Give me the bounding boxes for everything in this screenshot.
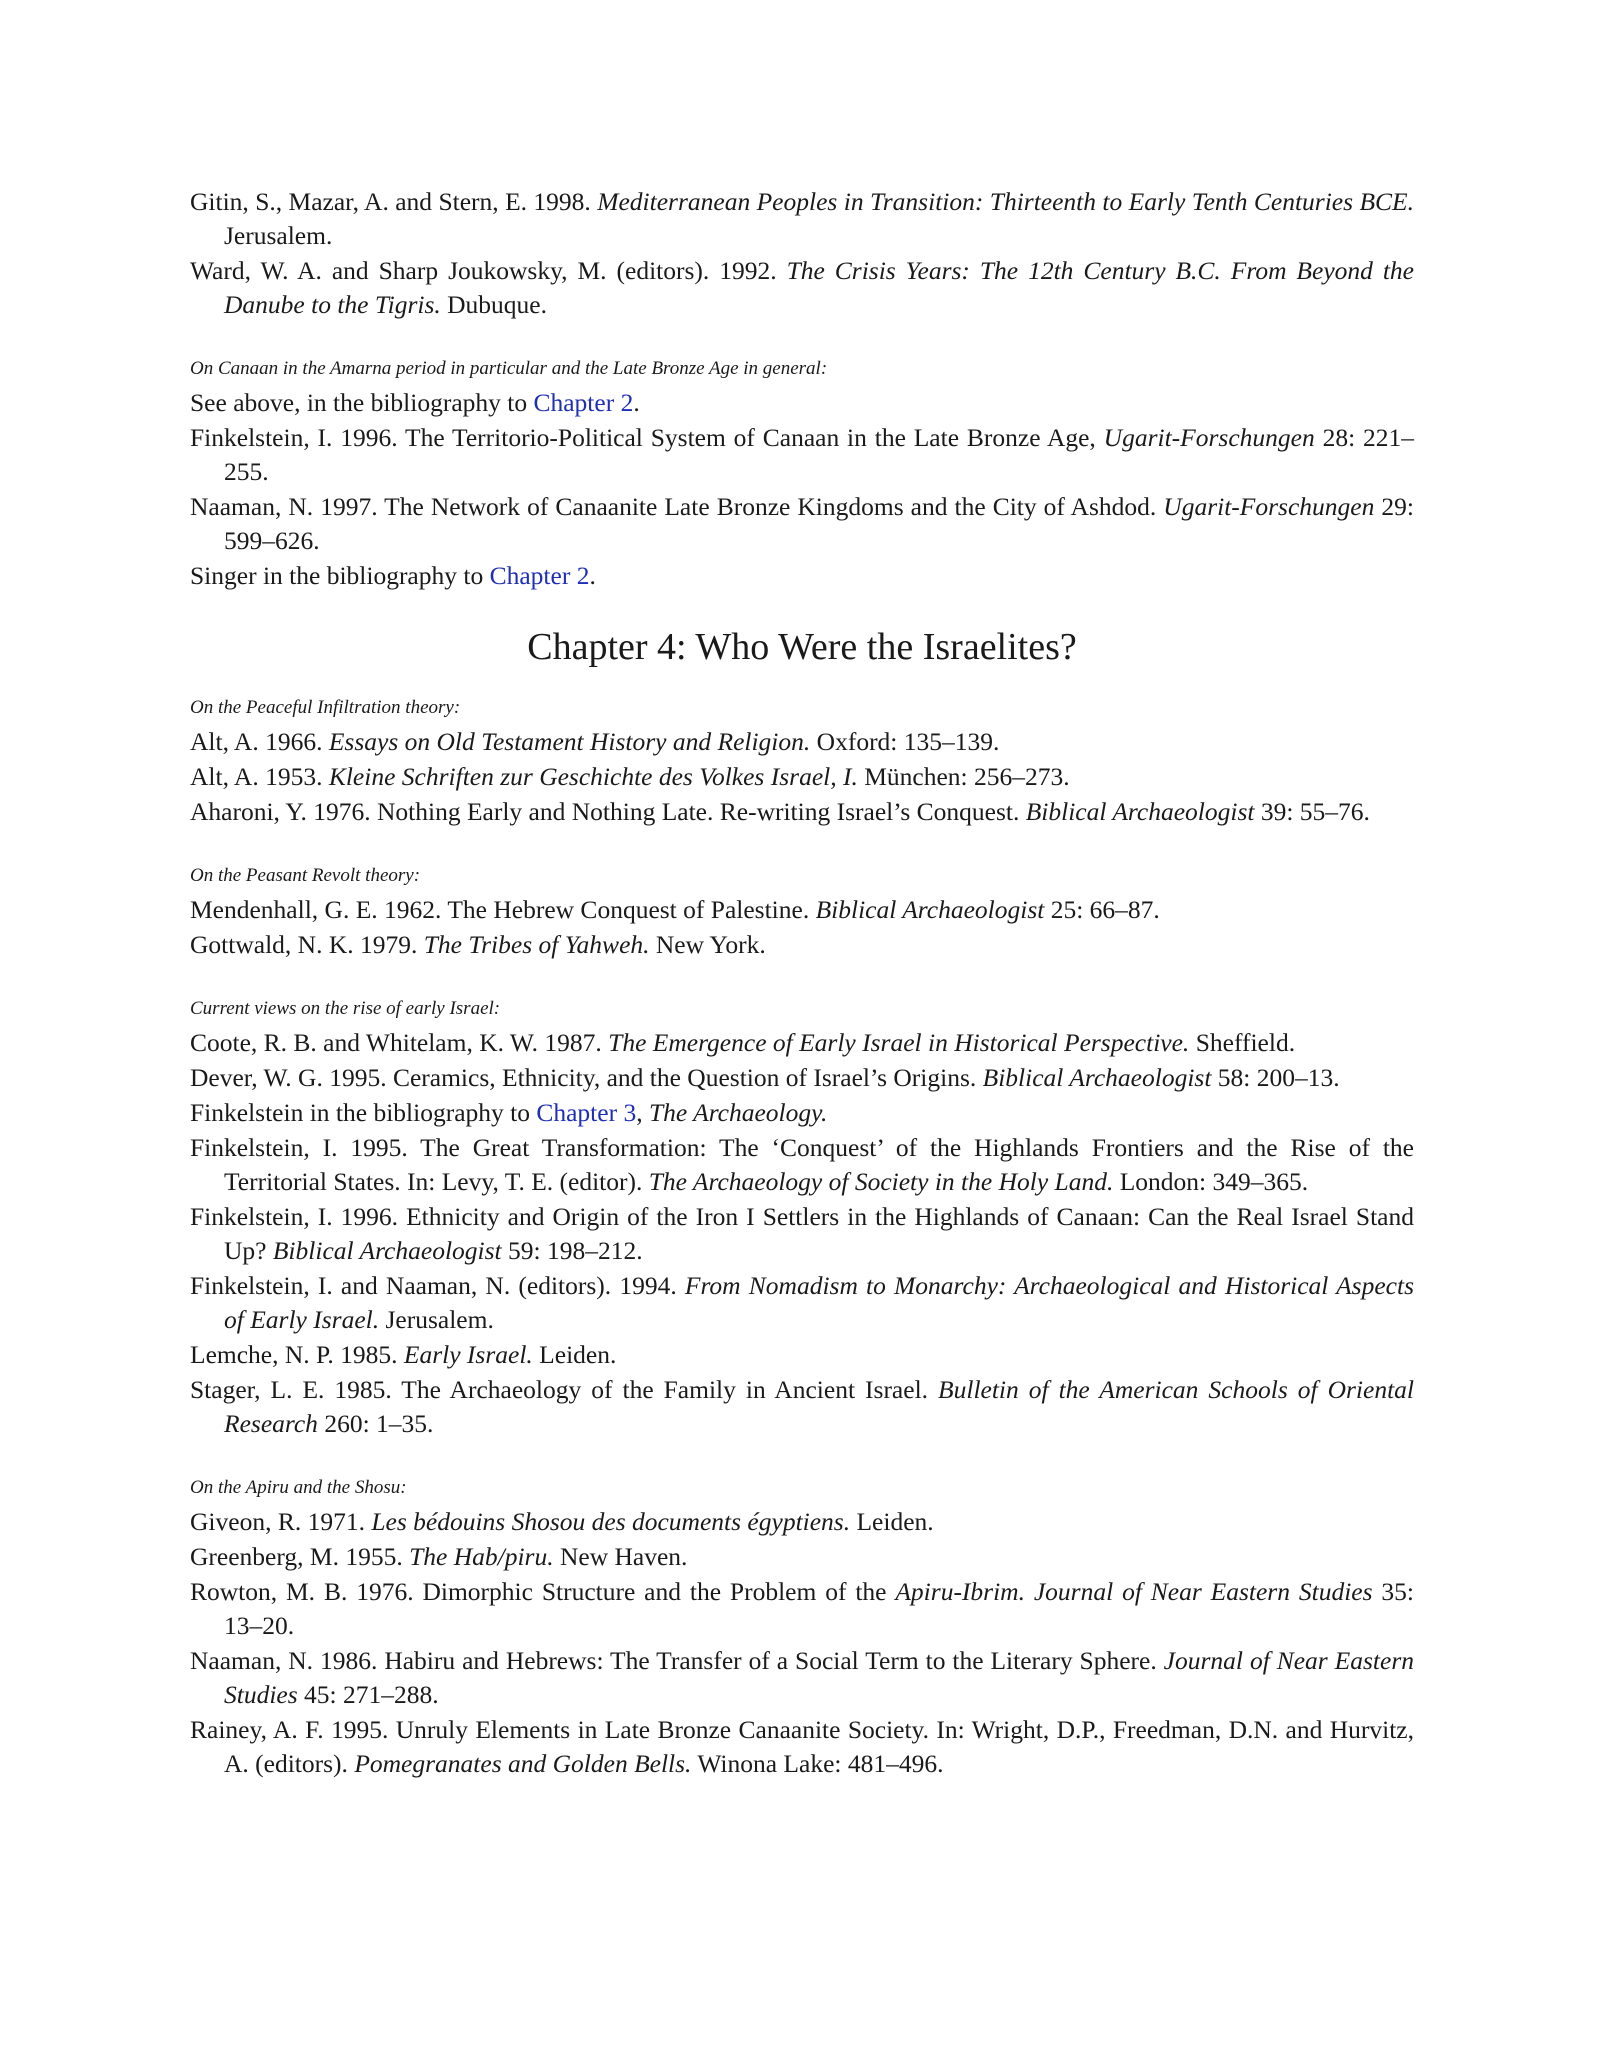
entry-title-italic: The Crisis Years: The 12th Century B.C. From Beyond the Danube to the Tigris.	[224, 256, 1415, 319]
bibliography-entry	[190, 1131, 1414, 1199]
bibliography-entry	[190, 559, 1414, 593]
bibliography-entry	[190, 1061, 1414, 1095]
entry-title-italic: Biblical Archaeologist	[1025, 797, 1255, 826]
entry-title-italic: Mediterranean Peoples in Transition: Thirteenth to Early Tenth Centuries BCE.	[597, 187, 1415, 216]
bibliography-entry	[190, 1713, 1414, 1781]
bibliography-entry	[190, 1200, 1414, 1268]
entry-text: 45: 271–288.	[297, 1680, 439, 1709]
entry-text: Rainey, A. F. 1995. Unruly Elements in Late Bronze Canaanite Society. In: Wright, D.P., Freedman, D.N. and Hurvitz, A. (editors).	[190, 1715, 1414, 1778]
entry-text: Jerusalem.	[379, 1305, 494, 1334]
bibliography-entry	[190, 1338, 1414, 1372]
entry-text: 39: 55–76.	[1254, 797, 1370, 826]
bibliography-entry	[190, 490, 1414, 558]
entry-title-italic: The Emergence of Early Israel in Historical Perspective.	[608, 1028, 1190, 1057]
chapter-link[interactable]: Chapter 2	[489, 561, 590, 590]
entry-title-italic: Ugarit-Forschungen	[1103, 423, 1315, 452]
entry-text: Greenberg, M. 1955.	[190, 1542, 410, 1571]
entry-text: Singer in the bibliography to	[190, 561, 490, 590]
entry-text: Gottwald, N. K. 1979.	[190, 930, 424, 959]
chapter-link[interactable]: Chapter 3	[536, 1098, 637, 1127]
entry-text: Giveon, R. 1971.	[190, 1507, 372, 1536]
bibliography-entry	[190, 725, 1414, 759]
bibliography-entry	[190, 893, 1414, 927]
entry-text: Finkelstein, I. and Naaman, N. (editors). 1994.	[190, 1271, 685, 1300]
entry-title-italic: The Archaeology.	[648, 1098, 828, 1127]
entry-text: .	[589, 561, 596, 590]
entry-text: Rowton, M. B. 1976. Dimorphic Structure and the Problem of the	[190, 1577, 896, 1606]
entry-text: Alt, A. 1953.	[190, 762, 329, 791]
chapter-title: Chapter 4: Who Were the Israelites?	[527, 626, 1077, 668]
entry-text: Winona Lake: 481–496.	[691, 1749, 944, 1778]
section-heading: On the Apiru and the Shosu:	[190, 1477, 407, 1498]
entry-title-italic: Les bédouins Shosou des documents égyptiens.	[371, 1507, 851, 1536]
entry-title-italic: Pomegranates and Golden Bells.	[354, 1749, 692, 1778]
chapter-link[interactable]: Chapter 2	[533, 388, 634, 417]
entry-text: 25: 66–87.	[1044, 895, 1160, 924]
section-heading: On the Peasant Revolt theory:	[190, 865, 421, 886]
entry-text: Leiden.	[850, 1507, 934, 1536]
entry-text: New York.	[649, 930, 766, 959]
entry-text: 35: 13–20.	[224, 1577, 1414, 1640]
entry-text: Leiden.	[532, 1340, 617, 1369]
entry-text: Finkelstein in the bibliography to	[190, 1098, 537, 1127]
entry-text: Naaman, N. 1986. Habiru and Hebrews: The Transfer of a Social Term to the Literary Sphere.	[190, 1646, 1164, 1675]
entry-text: Gitin, S., Mazar, A. and Stern, E. 1998.	[190, 187, 598, 216]
entry-title-italic: The Hab/piru.	[409, 1542, 554, 1571]
entry-title-italic: Kleine Schriften zur Geschichte des Volkes Israel, I.	[328, 762, 858, 791]
entry-text: London: 349–365.	[1113, 1167, 1309, 1196]
entry-title-italic: Journal of Near Eastern Studies	[224, 1646, 1414, 1709]
bibliography-entry	[190, 421, 1414, 489]
entry-text: Alt, A. 1966.	[190, 727, 329, 756]
entry-text: Lemche, N. P. 1985.	[190, 1340, 404, 1369]
entry-text: Dubuque.	[440, 290, 547, 319]
bibliography-entry	[190, 1505, 1414, 1539]
entry-text: 58: 200–13.	[1211, 1063, 1340, 1092]
bibliography-entry	[190, 1026, 1414, 1060]
section-heading: On Canaan in the Amarna period in particular and the Late Bronze Age in general:	[190, 358, 828, 379]
bibliography-entry	[190, 1373, 1414, 1441]
entry-text: New Haven.	[553, 1542, 688, 1571]
bibliography-entry	[190, 1644, 1414, 1712]
entry-title-italic: Early Israel.	[403, 1340, 533, 1369]
section-heading: On the Peaceful Infiltration theory:	[190, 697, 461, 718]
bibliography-entry	[190, 1269, 1414, 1337]
entry-title-italic: Ugarit-Forschungen	[1163, 492, 1375, 521]
entry-text: 260: 1–35.	[317, 1409, 434, 1438]
entry-text: ,	[636, 1098, 649, 1127]
entry-title-italic: Biblical Archaeologist	[815, 895, 1045, 924]
entry-title-italic: From Nomadism to Monarchy: Archaeological and Historical Aspects of Early Israel.	[224, 1271, 1414, 1334]
bibliography-entry	[190, 254, 1414, 322]
entry-text: .	[633, 388, 640, 417]
entry-text: Mendenhall, G. E. 1962. The Hebrew Conquest of Palestine.	[190, 895, 816, 924]
entry-title-italic: Biblical Archaeologist	[982, 1063, 1212, 1092]
bibliography-entry	[190, 760, 1414, 794]
bibliography-entry	[190, 185, 1414, 253]
entry-text: Sheffield.	[1189, 1028, 1296, 1057]
entry-title-italic: Biblical Archaeologist	[272, 1236, 502, 1265]
entry-text: Aharoni, Y. 1976. Nothing Early and Nothing Late. Re-writing Israel’s Conquest.	[190, 797, 1026, 826]
entry-text: Ward, W. A. and Sharp Joukowsky, M. (editors). 1992.	[190, 256, 787, 285]
entry-title-italic: Essays on Old Testament History and Religion.	[328, 727, 811, 756]
bibliography-entry	[190, 795, 1414, 829]
entry-text: München: 256–273.	[857, 762, 1070, 791]
bibliography-entry	[190, 928, 1414, 962]
entry-text: See above, in the bibliography to	[190, 388, 534, 417]
entry-title-italic: The Tribes of Yahweh.	[423, 930, 650, 959]
entry-text: Dever, W. G. 1995. Ceramics, Ethnicity, and the Question of Israel’s Origins.	[190, 1063, 983, 1092]
entry-text: Jerusalem.	[224, 221, 333, 250]
entry-text: Naaman, N. 1997. The Network of Canaanite Late Bronze Kingdoms and the City of Ashdod.	[190, 492, 1164, 521]
bibliography-entry	[190, 386, 1414, 420]
entry-text: Finkelstein, I. 1995. The Great Transformation: The ‘Conquest’ of the Highlands Frontiers and the Rise of the Territorial States. In: Levy, T. E. (editor).	[190, 1133, 1414, 1196]
bibliography-entry	[190, 1096, 1414, 1130]
entry-text: 59: 198–212.	[501, 1236, 643, 1265]
entry-text: Finkelstein, I. 1996. Ethnicity and Origin of the Iron I Settlers in the Highlands of Canaan: Can the Real Israel Stand Up?	[190, 1202, 1414, 1265]
entry-title-italic: The Archaeology of Society in the Holy Land.	[648, 1167, 1114, 1196]
section-heading: Current views on the rise of early Israel:	[190, 998, 501, 1019]
entry-text: Finkelstein, I. 1996. The Territorio-Political System of Canaan in the Late Bronze Age,	[190, 423, 1104, 452]
entry-title-italic: Apiru-Ibrim. Journal of Near Eastern Studies	[895, 1577, 1373, 1606]
entry-text: Stager, L. E. 1985. The Archaeology of the Family in Ancient Israel.	[190, 1375, 939, 1404]
bibliography-entry	[190, 1540, 1414, 1574]
entry-text: Coote, R. B. and Whitelam, K. W. 1987.	[190, 1028, 609, 1057]
entry-text: Oxford: 135–139.	[810, 727, 1000, 756]
entry-title-italic: Bulletin of the American Schools of Oriental Research	[224, 1375, 1414, 1438]
bibliography-entry	[190, 1575, 1414, 1643]
entry-text: 29: 599–626.	[224, 492, 1414, 555]
entry-text: 28: 221–255.	[224, 423, 1414, 486]
